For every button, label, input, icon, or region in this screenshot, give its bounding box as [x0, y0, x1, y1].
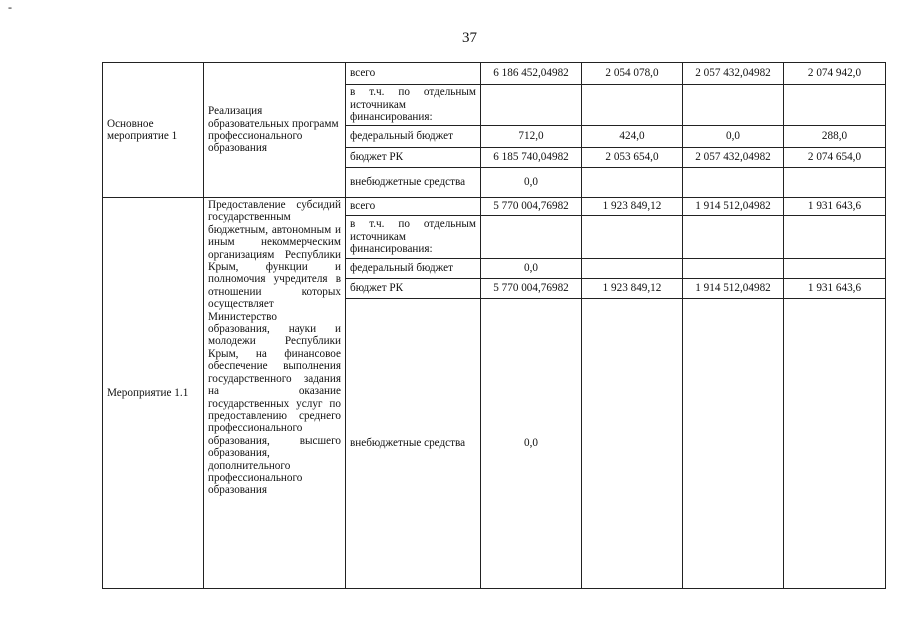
amount-year2-cell: 2 057 432,04982: [683, 63, 784, 85]
amount-year3-cell: 2 074 654,0: [784, 148, 886, 168]
activity-name-cell: Мероприятие 1.1: [103, 198, 204, 589]
corner-mark: -: [8, 0, 12, 14]
amount-year3-cell: 288,0: [784, 126, 886, 148]
amount-year3-cell: 2 074 942,0: [784, 63, 886, 85]
amount-total-cell: 712,0: [481, 126, 582, 148]
amount-year1-cell: [582, 299, 683, 589]
amount-year2-cell: 0,0: [683, 126, 784, 148]
amount-year2-cell: [683, 216, 784, 259]
amount-year3-cell: 1 931 643,6: [784, 279, 886, 299]
funding-source-cell: всего: [346, 63, 481, 85]
amount-year1-cell: [582, 85, 683, 126]
amount-total-cell: [481, 85, 582, 126]
amount-year2-cell: [683, 168, 784, 198]
table-row: [103, 198, 886, 216]
amount-year1-cell: [582, 216, 683, 259]
activity-description-cell: Предоставление субсидий государственным бюджетным, автономным и иным некоммерческим организациям Республики Крым, функции и полномочия учредителя в отношении которых осуществляет Министерство образования, науки и молодежи Республики Крым, на финансовое обеспечение выполнения государственного задания на оказание государственных услуг по предоставлению среднего профессионального образования, высшего образования, дополнительного профессионального образования: [204, 198, 346, 589]
amount-year3-cell: [784, 85, 886, 126]
amount-year1-cell: [582, 259, 683, 279]
funding-source-cell: внебюджетные средства: [346, 299, 481, 589]
amount-year2-cell: [683, 299, 784, 589]
amount-year2-cell: 1 914 512,04982: [683, 198, 784, 216]
amount-year3-cell: [784, 168, 886, 198]
amount-total-cell: 6 185 740,04982: [481, 148, 582, 168]
amount-total-cell: 6 186 452,04982: [481, 63, 582, 85]
amount-total-cell: 0,0: [481, 259, 582, 279]
amount-year2-cell: [683, 259, 784, 279]
activity-description-cell: Реализация образовательных программ профессионального образования: [204, 63, 346, 198]
funding-source-cell: внебюджетные средства: [346, 168, 481, 198]
funding-source-cell: федеральный бюджет: [346, 126, 481, 148]
amount-year1-cell: 2 053 654,0: [582, 148, 683, 168]
table-row: [103, 63, 886, 85]
amount-year1-cell: [582, 168, 683, 198]
amount-total-cell: 0,0: [481, 168, 582, 198]
amount-total-cell: 0,0: [481, 299, 582, 589]
amount-year1-cell: 424,0: [582, 126, 683, 148]
amount-year1-cell: 1 923 849,12: [582, 198, 683, 216]
amount-year2-cell: [683, 85, 784, 126]
budget-table: [102, 62, 886, 589]
amount-year2-cell: 2 057 432,04982: [683, 148, 784, 168]
activity-name-cell: Основное мероприятие 1: [103, 63, 204, 198]
amount-total-cell: 5 770 004,76982: [481, 279, 582, 299]
funding-source-cell: в т.ч. по отдельным источникам финансирования:: [346, 85, 481, 126]
funding-source-cell: бюджет РК: [346, 279, 481, 299]
amount-total-cell: [481, 216, 582, 259]
funding-source-cell: всего: [346, 198, 481, 216]
amount-year3-cell: 1 931 643,6: [784, 198, 886, 216]
funding-source-cell: в т.ч. по отдельным источникам финансирования:: [346, 216, 481, 259]
amount-year1-cell: 2 054 078,0: [582, 63, 683, 85]
amount-year3-cell: [784, 216, 886, 259]
funding-source-cell: федеральный бюджет: [346, 259, 481, 279]
amount-year3-cell: [784, 259, 886, 279]
amount-year1-cell: 1 923 849,12: [582, 279, 683, 299]
page-number: 37: [462, 30, 477, 46]
funding-source-cell: бюджет РК: [346, 148, 481, 168]
amount-total-cell: 5 770 004,76982: [481, 198, 582, 216]
amount-year3-cell: [784, 299, 886, 589]
amount-year2-cell: 1 914 512,04982: [683, 279, 784, 299]
